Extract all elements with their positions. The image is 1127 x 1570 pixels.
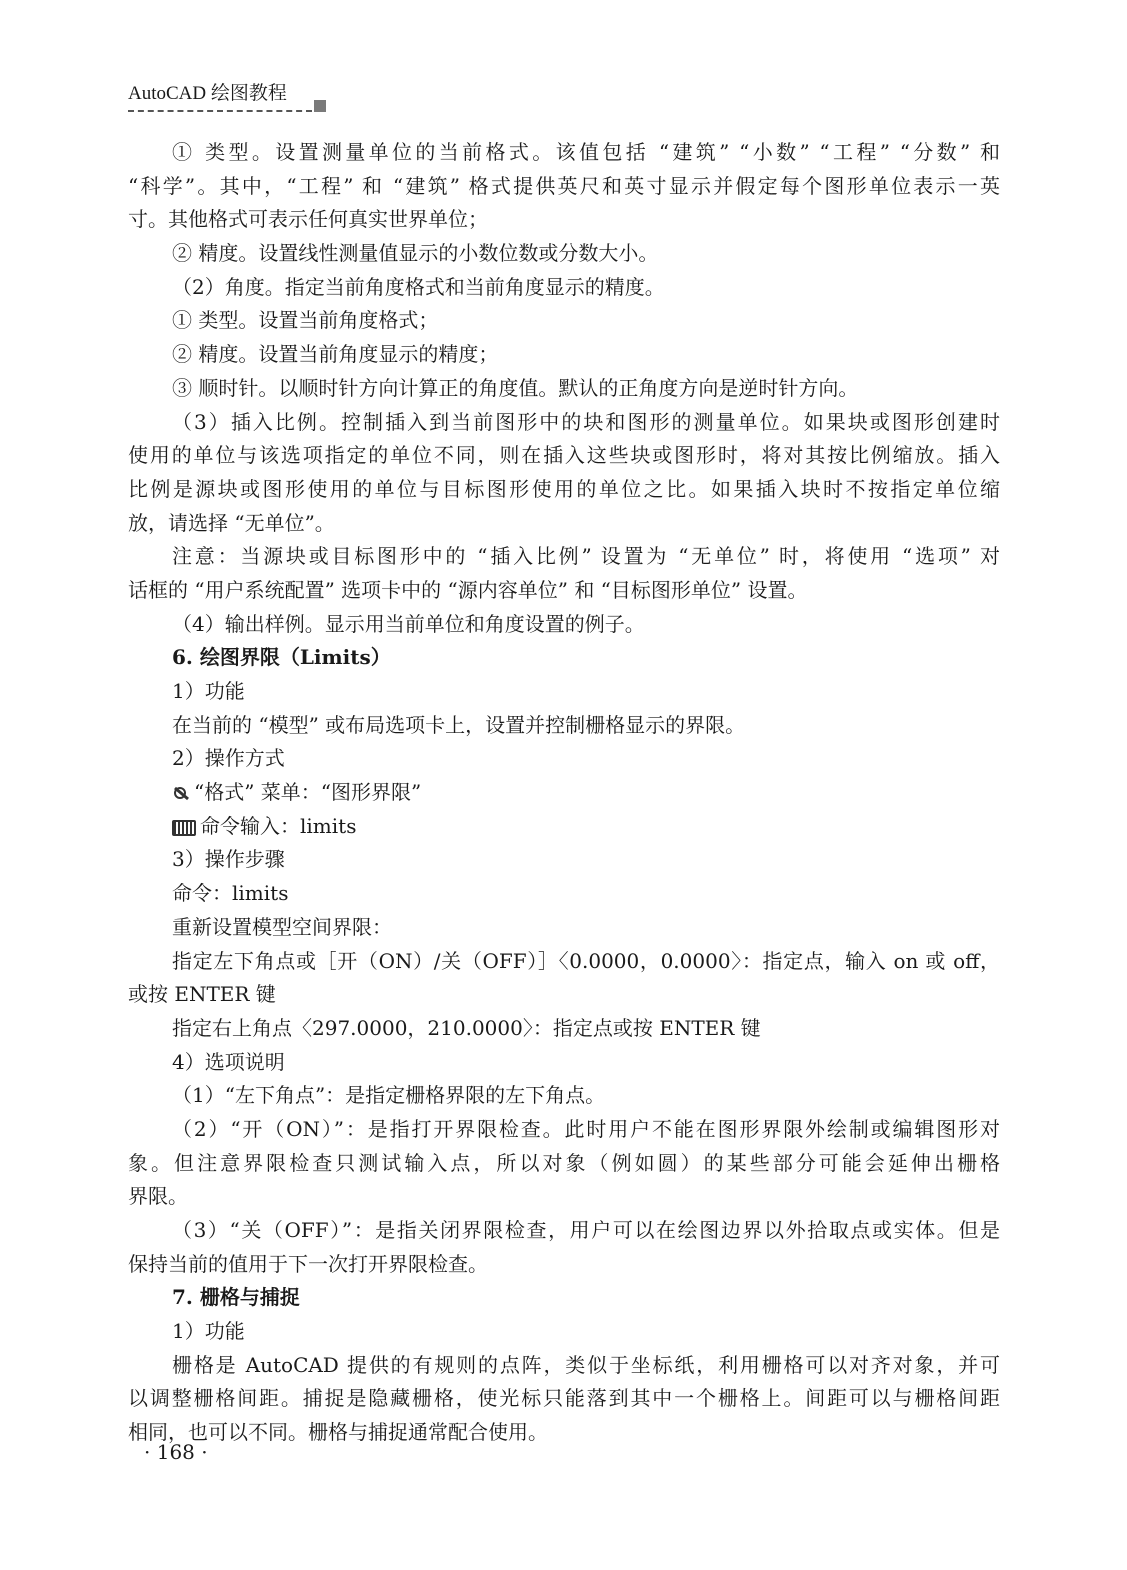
command-line: 指定左下角点或［开（ON）/关（OFF）］〈0.0000，0.0000〉：指定点，输入 on 或 off，: [172, 948, 1000, 973]
paragraph-line: “科学”。其中，“工程” 和 “建筑” 格式提供英尺和英寸显示并假定每个图形单位表示一英: [128, 173, 1000, 198]
paragraph-line: ① 类型。设置当前角度格式；: [172, 308, 439, 333]
header-square-mark: [314, 100, 326, 112]
command-input-line: [128, 810, 1000, 844]
subheading: 4）选项说明: [172, 1049, 285, 1074]
paragraph-line: 保持当前的值用于下一次打开界限检查。: [128, 1251, 488, 1276]
paragraph-line: （2）角度。指定当前角度格式和当前角度显示的精度。: [172, 274, 665, 299]
paragraph-line: 界限。: [128, 1184, 188, 1209]
paragraph-line: （4）输出样例。显示用当前单位和角度设置的例子。: [172, 611, 645, 636]
subheading: 1）功能: [172, 679, 245, 703]
command-line: 指定右上角点〈297.0000，210.0000〉：指定点或按 ENTER 键: [172, 1015, 761, 1040]
running-header: [128, 82, 1000, 116]
paragraph-line: （2）“开（ON）”：是指打开界限检查。此时用户不能在图形界限外绘制或编辑图形对: [172, 1116, 1000, 1141]
paragraph-line: ② 精度。设置当前角度显示的精度；: [172, 342, 499, 367]
paragraph-line: 象。但注意界限检查只测试输入点，所以对象（例如圆）的某些部分可能会延伸出栅格: [128, 1150, 1000, 1175]
paragraph-line: （1）“左下角点”：是指定栅格界限的左下角点。: [172, 1083, 606, 1108]
paragraph-line: ② 精度。设置线性测量值显示的小数位数或分数大小。: [172, 241, 659, 266]
paragraph-line: （3）插入比例。控制插入到当前图形中的块和图形的测量单位。如果块或图形创建时: [172, 409, 1000, 434]
section-heading-limits: 6. 绘图界限（Limits）: [172, 645, 391, 670]
paragraph-line: 以调整栅格间距。捕捉是隐藏栅格，使光标只能落到其中一个栅格上。间距可以与栅格间距: [128, 1386, 1000, 1411]
paragraph-line: 栅格是 AutoCAD 提供的有规则的点阵，类似于坐标纸，利用栅格可以对齐对象，并可: [172, 1352, 1000, 1377]
paragraph-line: 在当前的 “模型” 或布局选项卡上，设置并控制栅格显示的界限。: [172, 712, 746, 737]
note-line: 话框的 “用户系统配置” 选项卡中的 “源内容单位” 和 “目标图形单位” 设置。: [128, 577, 808, 602]
subheading: 1）功能: [172, 1319, 245, 1344]
keyboard-icon: [172, 820, 196, 836]
paragraph-line: ① 类型。设置测量单位的当前格式。该值包括 “建筑” “小数” “工程” “分数” 和: [172, 140, 1000, 164]
section-heading-grid-snap: 7. 栅格与捕捉: [172, 1285, 300, 1310]
subheading: 3）操作步骤: [172, 847, 285, 872]
subheading: 2）操作方式: [172, 746, 285, 771]
header-divider: [128, 110, 312, 112]
note-line: 注意：当源块或目标图形中的 “插入比例” 设置为 “无单位” 时，将使用 “选项” 对: [172, 544, 1000, 569]
header-title: AutoCAD 绘图教程: [128, 83, 287, 104]
paragraph-line: （3）“关（OFF）”：是指关闭界限检查，用户可以在绘图边界以外拾取点或实体。但是: [172, 1218, 1000, 1242]
page-number: · 168 ·: [144, 1440, 208, 1464]
command-line: 重新设置模型空间界限：: [172, 914, 392, 939]
menu-path-text: “格式” 菜单：“图形界限”: [194, 780, 422, 805]
paragraph-line: 寸。其他格式可表示任何真实世界单位；: [128, 207, 488, 232]
command-input-text: 命令输入：limits: [200, 813, 357, 838]
menu-pointer-icon: [172, 784, 190, 802]
page-body: [128, 136, 1000, 1450]
paragraph-line: 使用的单位与该选项指定的单位不同，则在插入这些块或图形时，将对其按比例缩放。插入: [128, 443, 1000, 468]
paragraph-line: 放，请选择 “无单位”。: [128, 510, 335, 535]
command-line: 命令：limits: [172, 881, 289, 906]
paragraph-line: ③ 顺时针。以顺时针方向计算正的角度值。默认的正角度方向是逆时针方向。: [172, 375, 859, 400]
command-line: 或按 ENTER 键: [128, 982, 276, 1007]
paragraph-line: 相同，也可以不同。栅格与捕捉通常配合使用。: [128, 1420, 548, 1445]
paragraph-line: 比例是源块或图形使用的单位与目标图形使用的单位之比。如果插入块时不按指定单位缩: [128, 476, 1000, 501]
menu-path-line: [128, 776, 1000, 810]
